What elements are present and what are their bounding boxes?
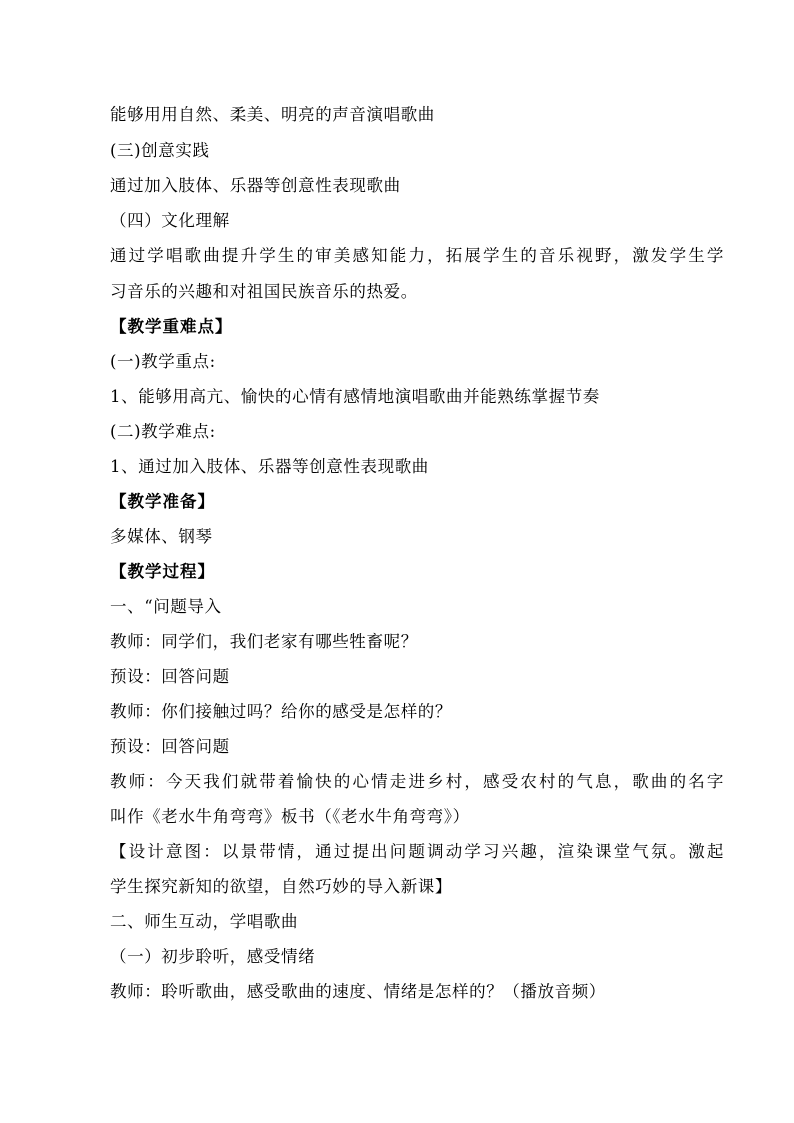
text-line: 习音乐的兴趣和对祖国民族音乐的热爱。 <box>110 282 418 301</box>
section-heading: 【教学过程】 <box>110 562 215 581</box>
text-line: 1、能够用高亢、愉快的心情有感情地演唱歌曲并能熟练掌握节奏 <box>110 387 600 406</box>
text-line: 能够用用自然、柔美、明亮的声音演唱歌曲 <box>110 105 435 124</box>
text-line: 多媒体、钢琴 <box>110 527 213 546</box>
text-line: 教师：今天我们就带着愉快的心情走进乡村，感受农村的气息，歌曲的名字 <box>110 772 724 791</box>
text-line: 预设：回答问题 <box>110 667 230 686</box>
subheading: 二、师生互动，学唱歌曲 <box>110 912 299 931</box>
text-line: 教师：同学们，我们老家有哪些牲畜呢？ <box>110 632 418 651</box>
text-line: 1、通过加入肢体、乐器等创意性表现歌曲 <box>110 457 429 476</box>
text-line: 【设计意图：以景带情，通过提出问题调动学习兴趣，渲染课堂气氛。激起 <box>110 842 724 861</box>
text-line: 预设：回答问题 <box>110 737 230 756</box>
section-heading: 【教学重难点】 <box>110 317 233 336</box>
subheading: (二)教学难点: <box>110 422 216 441</box>
text-line: 教师：你们接触过吗？给你的感受是怎样的？ <box>110 702 452 721</box>
subheading: 一、“问题导入 <box>110 597 222 616</box>
subheading: (一)教学重点: <box>110 352 216 371</box>
section-heading: 【教学准备】 <box>110 492 215 511</box>
subheading: (三)创意实践 <box>110 141 210 160</box>
text-line: 教师：聆听歌曲，感受歌曲的速度、情绪是怎样的？（播放音频） <box>110 982 606 1001</box>
text-line: 学生探究新知的欲望，自然巧妙的导入新课】 <box>110 877 452 896</box>
subheading: （一）初步聆听，感受情绪 <box>110 947 316 966</box>
subheading: （四）文化理解 <box>110 211 230 230</box>
text-line: 通过加入肢体、乐器等创意性表现歌曲 <box>110 176 401 195</box>
text-line: 叫作《老水牛角弯弯》板书（《老水牛角弯弯》） <box>110 807 470 826</box>
text-line: 通过学唱歌曲提升学生的审美感知能力，拓展学生的音乐视野，激发学生学 <box>110 246 724 265</box>
